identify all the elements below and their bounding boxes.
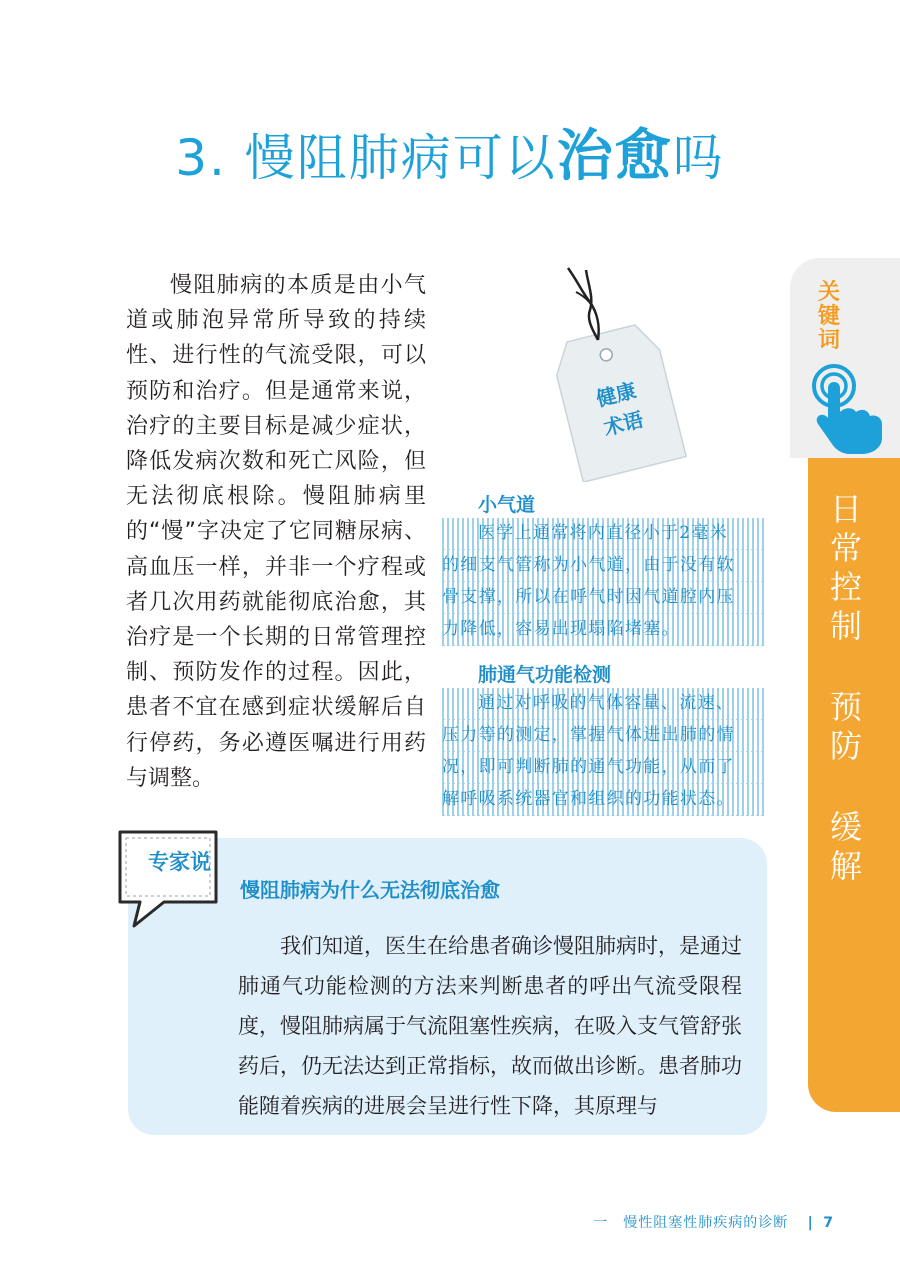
term-line: 压力等的测定，掌握气体进出肺的情 bbox=[442, 720, 764, 752]
title-emphasis: 治愈 bbox=[556, 124, 673, 189]
term-line: 的细支气管称为小气道，由于没有软 bbox=[442, 550, 764, 582]
main-paragraph: 慢阻肺病的本质是由小气道或肺泡异常所导致的持续性、进行性的气流受限，可以预防和治疗。但是通常来说，治疗的主要目标是减少症状，降低发病次数和死亡风险，但无法彻底根除。慢阻肺病里的“慢”字决定了它同糖尿病、高血压一样，并非一个疗程或者几次用药就能彻底治愈，其治疗是一个长期的日常管理控制、预防发作的过程。因此，患者不宜在感到症状缓解后自行停药，务必遵医嘱进行用药与调整。 bbox=[126, 273, 426, 791]
expert-label: 专家说 bbox=[148, 850, 211, 874]
term-line: 况，即可判断肺的通气功能，从而了 bbox=[442, 752, 764, 784]
expert-title: 慢阻肺病为什么无法彻底治愈 bbox=[240, 878, 500, 902]
term-line: 骨支撑，所以在呼气时因气道腔内压 bbox=[442, 582, 764, 614]
footer-chapter: 一 慢性阻塞性肺疾病的诊断 bbox=[593, 1215, 789, 1231]
term-title-ventilation-test: 肺通气功能检测 bbox=[478, 664, 612, 686]
term-title-small-airway: 小气道 bbox=[478, 494, 536, 516]
speech-bubble-icon bbox=[112, 826, 224, 930]
page-number: 7 bbox=[823, 1215, 834, 1231]
term-definition-small-airway bbox=[442, 518, 764, 646]
term-line: 力降低，容易出现塌陷堵塞。 bbox=[442, 614, 764, 646]
page-title bbox=[0, 112, 900, 192]
keyword-label: 关 键 词 bbox=[817, 280, 840, 353]
tap-hand-icon bbox=[806, 362, 890, 454]
term-definition-ventilation-test bbox=[442, 688, 764, 816]
expert-text: 我们知道，医生在给患者确诊慢阻肺病时，是通过肺通气功能检测的方法来判断患者的呼出气流受限程度，慢阻肺病属于气流阻塞性疾病，在吸入支气管舒张药后，仍无法达到正常指标，故而做出诊断。患者肺功能随着疾病的进展会呈进行性下降，其原理与 bbox=[238, 934, 742, 1118]
term-line: 解呼吸系统器官和组织的功能状态。 bbox=[442, 784, 764, 816]
page-footer bbox=[593, 1212, 834, 1232]
title-suffix: 吗 bbox=[672, 129, 725, 187]
keyword-item: 日 常 控 制 bbox=[829, 490, 862, 645]
keyword-list bbox=[826, 490, 866, 886]
term-line: 通过对呼吸的气体容量、流速、 bbox=[442, 688, 764, 720]
term-line: 医学上通常将内直径小于2毫米 bbox=[442, 518, 764, 550]
keyword-item: 缓 解 bbox=[829, 808, 862, 885]
health-term-tag-icon bbox=[538, 262, 688, 482]
keyword-item: 预 防 bbox=[829, 688, 862, 765]
title-prefix: 3. 慢阻肺病可以 bbox=[175, 129, 557, 187]
tag-line-1: 健康 bbox=[593, 378, 639, 412]
footer-separator: | bbox=[807, 1215, 814, 1231]
tag-line-2: 术语 bbox=[601, 407, 646, 441]
